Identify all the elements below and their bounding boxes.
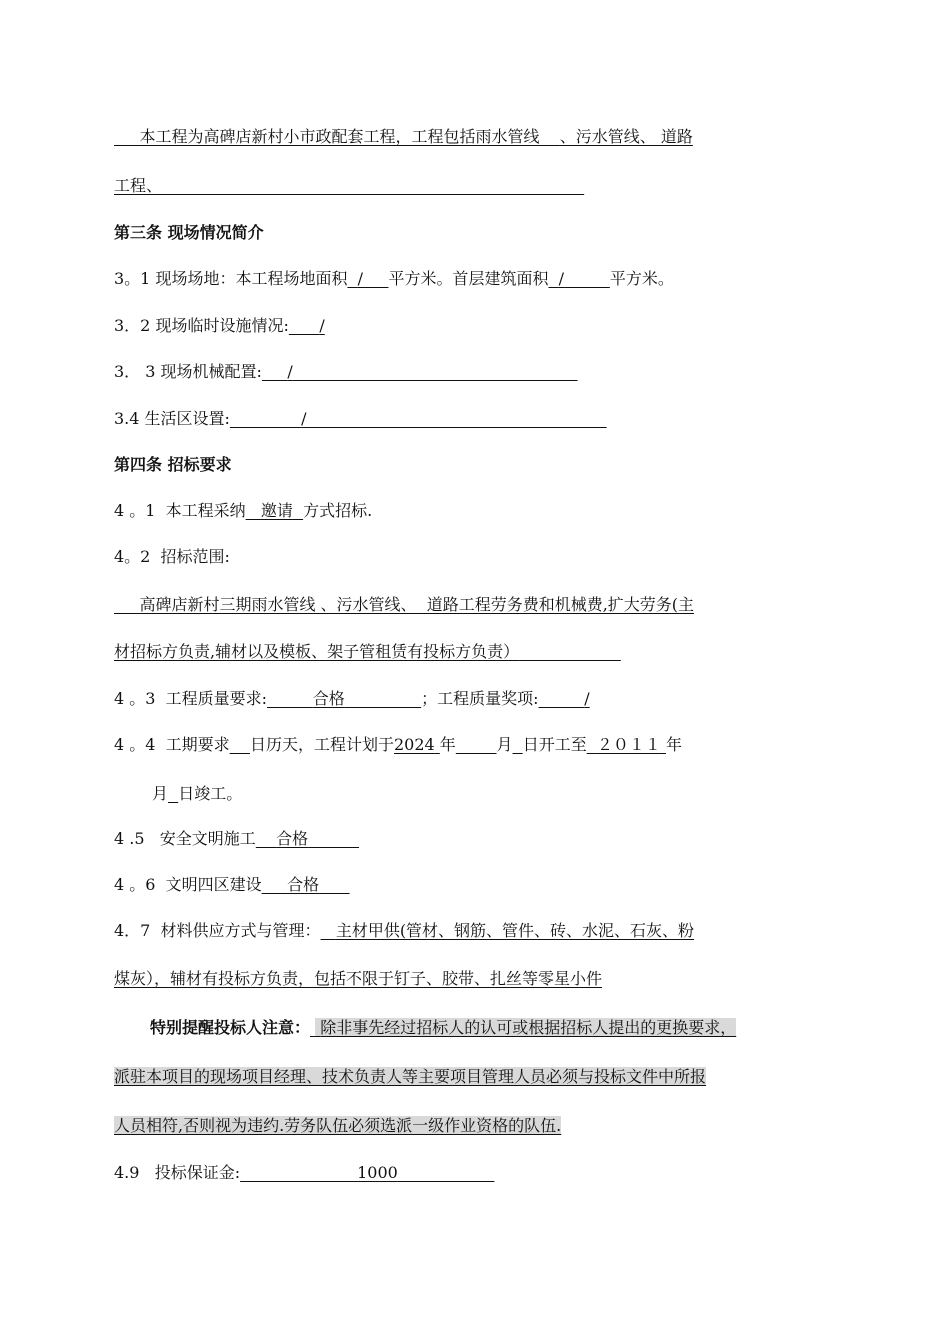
section4-item9: 4.9 投标保证金: 1000 — [114, 1163, 398, 1182]
safety-value: 合格 — [276, 829, 309, 848]
section3-item3: 3． 3 现场机械配置: / — [114, 362, 293, 381]
intro-line-1 — [114, 126, 693, 148]
temp-facilities-value: / — [319, 316, 325, 335]
section4-item4-line2: 月 日竣工。 — [152, 784, 243, 803]
section3-item1: 3。1 现场场地：本工程场地面积 / 平方米。首层建筑面积 / 平方米。 — [114, 269, 674, 288]
site-area-value: / — [357, 269, 364, 288]
bid-bond-value: 1000 — [357, 1163, 398, 1182]
four-zones-value: 合格 — [287, 875, 320, 894]
bid-method-value: 邀请 — [260, 501, 293, 520]
section3-heading: 第三条 现场情况简介 — [114, 223, 264, 242]
section4-item7-line2: 煤灰），辅材有投标方负责，包括不限于钉子、胶带、扎丝等零星小件 — [114, 969, 603, 988]
section4-item4: 4 。4 工期要求 日历天，工程计划于2024 年 月 日开工至 ２０１１ 年 — [114, 735, 682, 754]
section4-heading: 第四条 招标要求 — [114, 455, 232, 474]
special-notice-line3: 人员相符,否则视为违约.劳务队伍必须选派一级作业资格的队伍. — [114, 1116, 562, 1135]
special-notice-line2: 派驻本项目的现场项目经理、技术负责人等主要项目管理人员必须与投标文件中所报 — [114, 1067, 707, 1086]
section3-item4: 3.4 生活区设置: / — [114, 409, 307, 428]
living-area-value: / — [301, 409, 307, 428]
intro-line-2 — [114, 175, 584, 197]
section4-item2-label: 4。2 招标范围: — [114, 547, 230, 566]
section4-item7: 4．7 材料供应方式与管理： 主材甲供(管材、钢筋、管件、砖、水泥、石灰、粉 — [114, 921, 695, 940]
end-year: ２０１１ — [596, 735, 661, 754]
floor-area-value: / — [558, 269, 565, 288]
section4-item2-scope-1: 高碑店新村三期雨水管线 、污水管线、 道路工程劳务费和机械费,扩大劳务(主 — [139, 595, 695, 614]
intro-text-2: 工程、 — [114, 176, 163, 195]
special-notice: 特别提醒投标人注意： 除非事先经过招标人的认可或根据招标人提出的更换要求， — [150, 1018, 737, 1037]
section4-item3: 4 。3 工程质量要求: 合格 ；工程质量奖项: / — [114, 689, 590, 708]
quality-award-value: / — [584, 689, 590, 708]
machinery-value: / — [287, 362, 293, 381]
intro-text-1: 本工程为高碑店新村小市政配套工程，工程包括雨水管线 — [139, 127, 540, 146]
start-year: 2024 — [393, 735, 435, 754]
section3-item2: 3．2 现场临时设施情况: / — [114, 316, 325, 335]
section4-item1: 4 。1 本工程采纳 邀请 方式招标. — [114, 501, 373, 520]
quality-value: 合格 — [312, 689, 345, 708]
section4-item5: 4 .5 安全文明施工 合格 — [114, 829, 309, 848]
intro-text-1b: 、污水管线、 道路 — [559, 127, 693, 146]
section4-item2-scope-2: 材招标方负责,辅材以及模板、架子管租赁有投标方负责） — [114, 642, 520, 661]
section4-item6: 4 。6 文明四区建设 合格 — [114, 875, 320, 894]
notice-label: 特别提醒投标人注意： — [150, 1018, 311, 1037]
